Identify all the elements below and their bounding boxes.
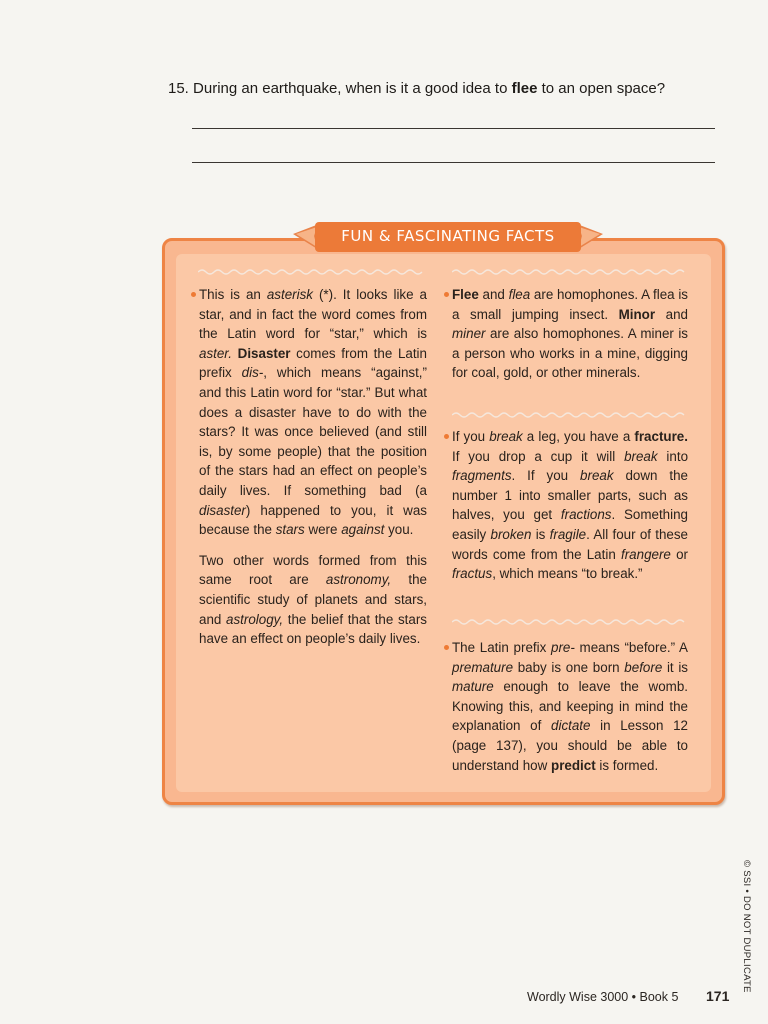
fact-paragraph [452, 285, 688, 383]
italic-term: fragile [549, 526, 587, 542]
text: The Latin prefix [452, 640, 552, 655]
text: are homophones. A flea is a small jumping insect. [452, 287, 689, 322]
italic-term: disaster [199, 502, 246, 518]
bullet-icon [444, 434, 449, 439]
text: is formed. [595, 757, 659, 773]
text: are also homophones. A miner is a person who works in a mine, digging for coal, gold, or other minerals. [452, 326, 688, 381]
italic-term: astrology, [226, 611, 284, 627]
footer-book-title: Wordly Wise 3000 • Book 5 [527, 990, 679, 1004]
italic-term: astronomy, [325, 572, 392, 588]
text: you. [384, 522, 414, 538]
text: . All four of these words come from the Latin [452, 526, 688, 562]
bullet-icon [191, 292, 196, 297]
fact-fracture [452, 427, 688, 619]
text: in Lesson 12 (page 137), you should be able to understand how [452, 718, 688, 773]
fact-paragraph [199, 551, 427, 649]
italic-term: mature [452, 679, 494, 695]
italic-term: break [489, 429, 523, 444]
question-text-before: During an earthquake, when is it a good idea to [193, 80, 508, 97]
text: or [670, 546, 688, 562]
italic-term: dis- [241, 365, 264, 381]
text: ) happened to you, it was because the [199, 502, 427, 538]
facts-banner [293, 220, 603, 256]
italic-term: asterisk [266, 287, 313, 302]
fact-paragraph [452, 638, 688, 775]
text: If you drop a cup it will [452, 448, 625, 464]
italic-term: fractions [560, 507, 612, 523]
text: down the number 1 into smaller parts, such as halves, you get [452, 468, 688, 523]
bullet-icon [444, 292, 449, 297]
text: If you [452, 429, 490, 444]
fact-paragraph [199, 285, 427, 540]
fact-homophones [452, 285, 688, 411]
bold-term: Flee [452, 287, 479, 302]
text: into [657, 448, 689, 464]
bold-term: Minor [618, 306, 656, 322]
fact-asterisk [199, 285, 427, 649]
answer-line-1[interactable] [192, 128, 715, 129]
squiggle-divider-icon [452, 268, 688, 276]
text: (*). It looks like a star, and in fact the word comes from the Latin word for “star,” which is [199, 287, 427, 342]
text: and [655, 306, 689, 322]
text: Two other words formed from this same root are [199, 552, 427, 588]
text: baby is one born [513, 659, 625, 675]
copyright-notice: © SSI • DO NOT DUPLICATE [741, 860, 752, 993]
question-text-after: to an open space? [541, 80, 666, 97]
text: the belief that the stars have an effect on people’s daily lives. [199, 611, 428, 647]
question-number: 15. [168, 80, 189, 97]
question-15 [168, 79, 728, 99]
text: is [531, 526, 550, 542]
squiggle-divider-icon [198, 268, 426, 276]
italic-term: dictate [551, 718, 591, 734]
question-keyword: flee [511, 80, 538, 97]
page-number: 171 [706, 988, 730, 1004]
text: , which means “to break.” [492, 566, 643, 582]
italic-term: pre- [551, 640, 575, 655]
italic-term: flea [508, 287, 531, 302]
text: This is an [199, 287, 267, 302]
text: comes from the Latin prefix [199, 345, 427, 381]
bold-term: fracture. [634, 429, 688, 444]
italic-term: break [624, 448, 658, 464]
italic-term: broken [490, 526, 532, 542]
italic-term: fractus [452, 566, 493, 582]
italic-term: fragments [452, 468, 512, 484]
italic-term: aster. [199, 345, 232, 361]
facts-title: FUN & FASCINATING FACTS [341, 227, 555, 245]
bold-term: Disaster [237, 345, 291, 361]
fact-paragraph [452, 427, 688, 584]
facts-right-column [452, 285, 688, 775]
text: . If you [511, 468, 581, 484]
text: and [478, 287, 509, 302]
bullet-icon [444, 645, 449, 650]
text: enough to leave the womb. Knowing this, and keeping in mind the explanation of [452, 679, 688, 734]
text: . Something easily [452, 507, 688, 542]
bold-term: predict [551, 757, 596, 773]
fact-prefix-pre [452, 638, 688, 775]
text: , which means “against,” and this Latin word for “star.” But what does a disaster have to do with the stars? It was once believed (and still is, by some people) that the position of the stars had an effect on people’s daily lives. If something bad (a [199, 365, 427, 498]
text: were [304, 522, 342, 538]
italic-term: frangere [621, 546, 671, 562]
text: the scientific study of planets and stars, and [199, 572, 427, 627]
text: means “before.” A [574, 640, 688, 655]
italic-term: break [580, 468, 614, 484]
facts-left-column [199, 285, 427, 649]
text: it is [662, 659, 688, 675]
italic-term: before [624, 659, 663, 675]
italic-term: miner [452, 326, 486, 342]
answer-line-2[interactable] [192, 162, 715, 163]
italic-term: against [341, 522, 385, 538]
italic-term: stars [275, 522, 305, 538]
italic-term: premature [452, 659, 514, 675]
text: a leg, you have a [522, 429, 635, 444]
